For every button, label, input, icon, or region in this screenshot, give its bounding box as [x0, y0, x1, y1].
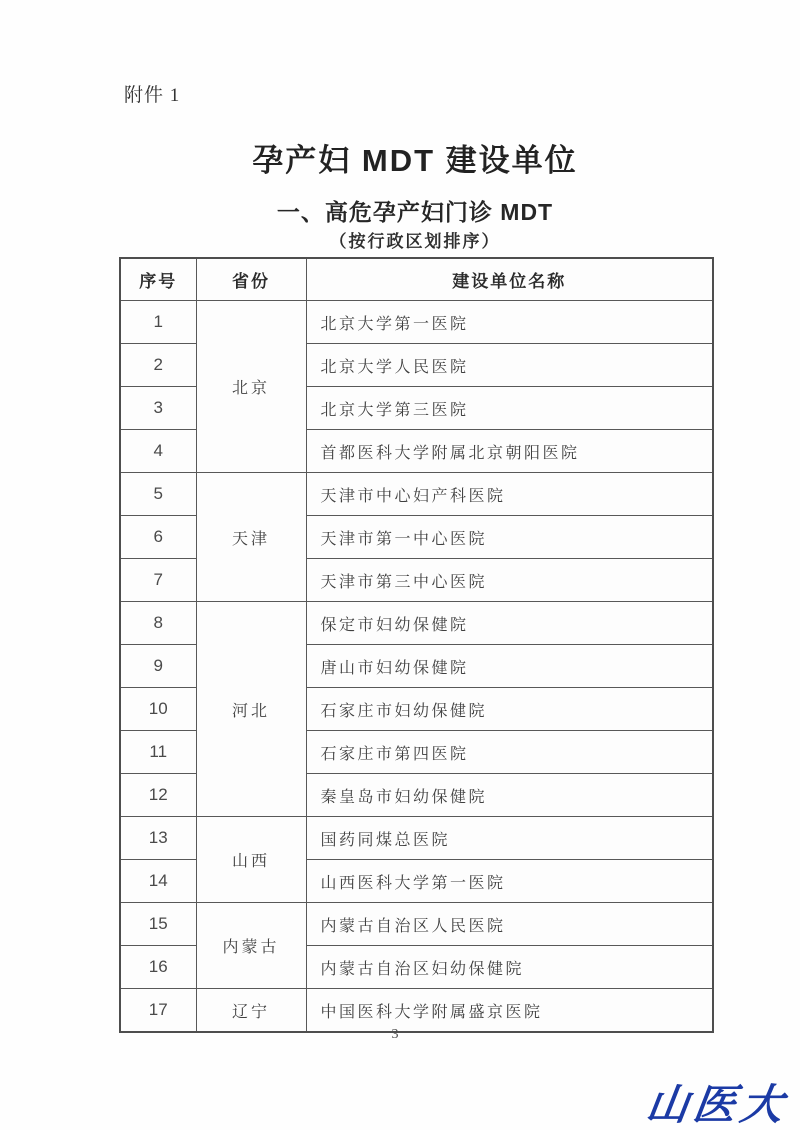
cell-unit: 内蒙古自治区妇幼保健院 [306, 946, 713, 989]
cell-province: 天津 [196, 473, 306, 602]
cell-unit: 秦皇岛市妇幼保健院 [306, 774, 713, 817]
cell-unit: 山西医科大学第一医院 [306, 860, 713, 903]
table-row [120, 989, 713, 1033]
table-row [120, 301, 713, 344]
attachment-label: 附件 1 [124, 85, 181, 106]
table-row [120, 903, 713, 946]
cell-province: 河北 [196, 602, 306, 817]
mdt-units-table [119, 257, 714, 1033]
cell-unit: 北京大学第一医院 [306, 301, 713, 344]
cell-index: 10 [120, 688, 196, 731]
cell-unit: 唐山市妇幼保健院 [306, 645, 713, 688]
header-unit: 建设单位名称 [306, 258, 713, 301]
cell-unit: 天津市中心妇产科医院 [306, 473, 713, 516]
cell-province: 内蒙古 [196, 903, 306, 989]
cell-unit: 保定市妇幼保健院 [306, 602, 713, 645]
document-title: 孕产妇 MDT 建设单位 [252, 143, 578, 178]
cell-unit: 石家庄市妇幼保健院 [306, 688, 713, 731]
cell-province: 山西 [196, 817, 306, 903]
cell-index: 1 [120, 301, 196, 344]
cell-index: 7 [120, 559, 196, 602]
cell-index: 4 [120, 430, 196, 473]
brand-mark-logo: 山医大 [643, 1083, 791, 1129]
sort-note: （按行政区划排序） [329, 232, 501, 251]
cell-unit: 北京大学人民医院 [306, 344, 713, 387]
cell-index: 16 [120, 946, 196, 989]
cell-unit: 石家庄市第四医院 [306, 731, 713, 774]
cell-index: 6 [120, 516, 196, 559]
header-index: 序号 [120, 258, 196, 301]
cell-index: 3 [120, 387, 196, 430]
table-row [120, 817, 713, 860]
cell-index: 5 [120, 473, 196, 516]
cell-unit: 内蒙古自治区人民医院 [306, 903, 713, 946]
cell-index: 9 [120, 645, 196, 688]
table-header-row [120, 258, 713, 301]
page-number: 3 [391, 1027, 399, 1042]
table-row [120, 473, 713, 516]
cell-unit: 国药同煤总医院 [306, 817, 713, 860]
cell-unit: 首都医科大学附属北京朝阳医院 [306, 430, 713, 473]
cell-unit: 中国医科大学附属盛京医院 [306, 989, 713, 1033]
cell-index: 8 [120, 602, 196, 645]
table-row [120, 602, 713, 645]
section-heading: 一、高危孕产妇门诊 MDT [276, 199, 554, 225]
cell-index: 2 [120, 344, 196, 387]
cell-index: 12 [120, 774, 196, 817]
cell-province: 辽宁 [196, 989, 306, 1033]
cell-province: 北京 [196, 301, 306, 473]
cell-index: 17 [120, 989, 196, 1033]
cell-unit: 北京大学第三医院 [306, 387, 713, 430]
cell-unit: 天津市第三中心医院 [306, 559, 713, 602]
cell-index: 14 [120, 860, 196, 903]
cell-index: 11 [120, 731, 196, 774]
cell-index: 13 [120, 817, 196, 860]
header-province: 省份 [196, 258, 306, 301]
cell-index: 15 [120, 903, 196, 946]
cell-unit: 天津市第一中心医院 [306, 516, 713, 559]
